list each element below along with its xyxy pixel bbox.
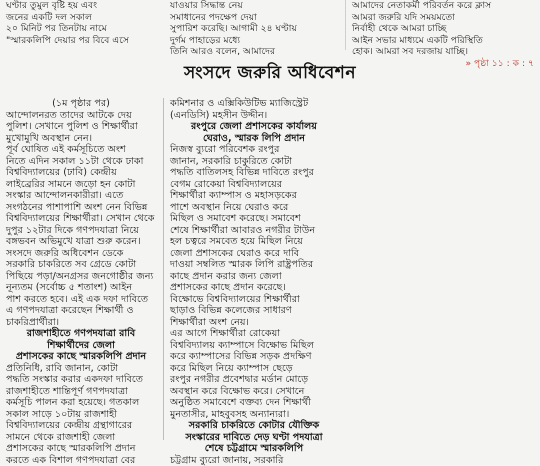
text-line: অনুষ্ঠিত সমাবেশে বক্তব্য দেন শিক্ষার্থী: [170, 397, 338, 409]
subheading-line: শিক্ষার্থীদের জেলা: [6, 340, 156, 352]
text-line: জানান, সরকারি চাকুরিতে কোটা: [170, 156, 338, 168]
text-line: মিছিল ও সমাবেশ করেছে। সমাবেশ: [170, 213, 338, 225]
text-line: আইন সভার মাধ্যমে একটি পরিস্থিতি: [352, 35, 534, 47]
text-line: সংস্কার আন্দোলনকারীরা। এতে: [6, 190, 156, 202]
text-line: সকাল সাড়ে ১০টায় রাজশাহী: [6, 409, 156, 421]
text-line: শিক্ষার্থীরা ক্যাম্পাস ও মহাসড়কের: [170, 190, 338, 202]
previous-article-strip: [0, 0, 540, 50]
text-line: "স্মারকলিপি দেয়ার পর বিবে এসে: [6, 35, 161, 47]
top-column-2: [170, 0, 340, 58]
text-line: কমিশনার ও এক্সিকিউটিভ ম্যাজিস্ট্রেট: [170, 98, 338, 110]
text-line: চাকরিপ্রার্থীরা।: [6, 317, 156, 329]
subheading-line: শেষে চট্টগ্রামে স্মারকলিপি: [170, 443, 338, 455]
page-reference: » পৃষ্ঠা ১১ : ক : ৭: [352, 58, 534, 70]
text-line: এ গণপদযাত্রা করেছেন শিক্ষার্থী ও: [6, 305, 156, 317]
text-line: নূন্যতম (সর্বোচ্চ ৫ শতাংশ) আইন: [6, 282, 156, 294]
text-line: করে মিছিল নিয়ে ক্যাম্পাস ছেড়ে: [170, 363, 338, 375]
text-line: দাওয়া সম্বলিত স্মারক লিপি রাষ্ট্রপতির: [170, 259, 338, 271]
text-line: করে ক্যাম্পাসের বিভিন্ন সড়ক প্রদক্ষিণ: [170, 351, 338, 363]
text-line: সংগঠনের পাশাপাশি অংশ নেন বিভিন্ন: [6, 202, 156, 214]
text-line: প্রশাসকের কাছে স্মারকলিপি প্রদান: [6, 443, 156, 455]
text-line: হোক। আমরা সব দরজায় যাচ্ছি।: [352, 46, 534, 58]
text-line: তিনি আরও বলেন, আমাদের: [170, 46, 340, 58]
subheading-line: সরকারি চাকরিতে কোটার যৌক্তিক: [170, 420, 338, 432]
text-line: যাওয়ার সিদ্ধান্ত নেয়: [170, 0, 340, 12]
text-line: ছাড়াও বিভিন্ন কলেজের সাধারণ: [170, 305, 338, 317]
text-line: রংপুর নগরীর প্রবেশদ্বার মর্ডান মোড়ে: [170, 374, 338, 386]
subheading-line: ঘেরাও, স্মারক লিপি প্রদান: [170, 133, 338, 145]
text-line: এর আগে শিক্ষার্থীরা রোকেয়া: [170, 328, 338, 340]
text-line: মুনতাসীর, মাহবুবসহ অন্যান্যরা।: [170, 409, 338, 421]
text-line: জনের একটি দল সকাল: [6, 12, 161, 24]
text-line: কর্মসূচি পালন করা হয়েছে। গতকাল: [6, 397, 156, 409]
text-line: পাশ করতে হবে। এই এক দফা দাবিতে: [6, 294, 156, 306]
text-line: মুখোমুখি অবস্থান নেন।: [6, 133, 156, 145]
text-line: (এনডিসি) মহসীন উদ্দীন।: [170, 110, 338, 122]
subheading-line: প্রশাসকের কাছে স্মারকলিপি প্রদান: [6, 351, 156, 363]
text-line: চট্টগ্রাম ব্যুরো জানায়, সরকারি: [170, 455, 338, 466]
text-line: সুপারিশ করেছি। আগামী ২৪ ঘণ্টায়: [170, 23, 340, 35]
text-line: নির্বাহী থেকে আমরা চাচ্ছি: [352, 23, 534, 35]
text-line: বিক্ষোভে বিশ্ববিদ্যালয়ের শিক্ষার্থীরা: [170, 294, 338, 306]
text-line: সমাধানের পদক্ষেপ দেয়া: [170, 12, 340, 24]
text-line: সরকারি চাকরিতে সব গ্রেডে কোটা: [6, 259, 156, 271]
text-line: শিক্ষার্থীরা অংশ নেয়।: [170, 317, 338, 329]
text-line: দুপুর ১২টার দিকে গণপদযাত্রা নিয়ে: [6, 225, 156, 237]
text-line: আন্দোলনরত তাদের আটকে দেয়: [6, 110, 156, 122]
text-line: জেলা প্রশাসকের ঘেরাও করে দাবি: [170, 248, 338, 260]
text-line: লাইব্রেরির সামনে জড়ো হন কোটা: [6, 179, 156, 191]
text-line: নিজস্ব ব্যুরো পরিবেশক রংপুর: [170, 144, 338, 156]
text-line: প্রতিনিধি, রাবি জানান, কোটা: [6, 363, 156, 375]
text-line: (১ম পৃষ্ঠার পর): [6, 98, 156, 110]
text-line: আমাদের নেতাকর্মী পরিবর্তন করে ক্লাস: [352, 0, 534, 12]
text-line: দুর্গম পাহাড়ের মধ্যে: [170, 35, 340, 47]
text-line: করতে এক বিশাল গণপদযাত্রা বের: [6, 455, 156, 466]
text-line: সংসদে জরুরি অধিবেশন ডেকে: [6, 248, 156, 260]
article-column-1: [6, 98, 156, 440]
text-line: পদ্ধতি সংস্কার করার একদফা দাবিতে: [6, 374, 156, 386]
text-line: প্রশাসকের কাছে প্রদান করেছে।: [170, 282, 338, 294]
article-headline: সংসদে জরুরি অধিবেশন: [0, 60, 540, 88]
text-line: পদ্ধতি বাতিলসহ বিভিন্ন দাবিতে রংপুর: [170, 167, 338, 179]
text-line: ঘণ্টার তুমুল বৃষ্টি হয় এবং: [6, 0, 161, 12]
text-line: অবস্থান করে বিক্ষোভ করে। সেখানে: [170, 386, 338, 398]
text-line: বিশ্ববিদ্যালয়ের কেন্দ্রীয় গ্রন্থাগারের: [6, 420, 156, 432]
text-line: নিতে এদিন সকাল ১১টা থেকে ঢাকা: [6, 156, 156, 168]
text-line: বিশ্ববিদ্যালয়ের (ঢাবি) কেন্দ্রীয়: [6, 167, 156, 179]
text-line: পাশে অবস্থান নিয়ে ঘেরাও করে: [170, 202, 338, 214]
text-line: ২০ মিনিট পর তিনটায় নামে: [6, 23, 161, 35]
subheading-line: রংপুরে জেলা প্রশাসকের কার্যালয়: [170, 121, 338, 133]
text-line: শেষে শিক্ষার্থীরা আবারও নগরীর টাউন: [170, 225, 338, 237]
text-line: বঙ্গভবন অভিমুখে যাত্রা শুরু করেন।: [6, 236, 156, 248]
text-line: পুলিশ। সেখানে পুলিশ ও শিক্ষার্থীরা: [6, 121, 156, 133]
text-line: আমরা জরুরি যদি সময়মতো: [352, 12, 534, 24]
subheading-line: রাজশাহীতে গণপদযাত্রা রাবি: [6, 328, 156, 340]
text-line: বেগম রোকেয়া বিশ্ববিদ্যালয়ের: [170, 179, 338, 191]
text-line: বিশ্ববিদ্যালয়ের শিক্ষার্থীরা। সেখান থেকে: [6, 213, 156, 225]
text-line: বিশ্ববিদ্যালয় ক্যাম্পাসে বিক্ষোভ মিছিল: [170, 340, 338, 352]
column-divider: [163, 98, 164, 440]
column-divider-top: [345, 0, 346, 50]
subheading-line: সংস্কারের দাবিতে দেড় ঘণ্টা পদযাত্রা: [170, 432, 338, 444]
text-line: কাছে প্রদান করার জন্য জেলা: [170, 271, 338, 283]
article-column-2: [170, 98, 338, 440]
text-line: সামনে থেকে রাজশাহী জেলা: [6, 432, 156, 444]
text-line: রাজশাহীতে শান্তিপূর্ণ গণপদযাত্রা: [6, 386, 156, 398]
text-line: পিছিয়ে পড়া/অনগ্রসর জনগোষ্ঠীর জন্য: [6, 271, 156, 283]
text-line: হল চত্বরে সমবেত হয়ে মিছিল নিয়ে: [170, 236, 338, 248]
text-line: পূর্ব ঘোষিত এই কর্মসূচিতে অংশ: [6, 144, 156, 156]
top-column-1: [6, 0, 161, 46]
